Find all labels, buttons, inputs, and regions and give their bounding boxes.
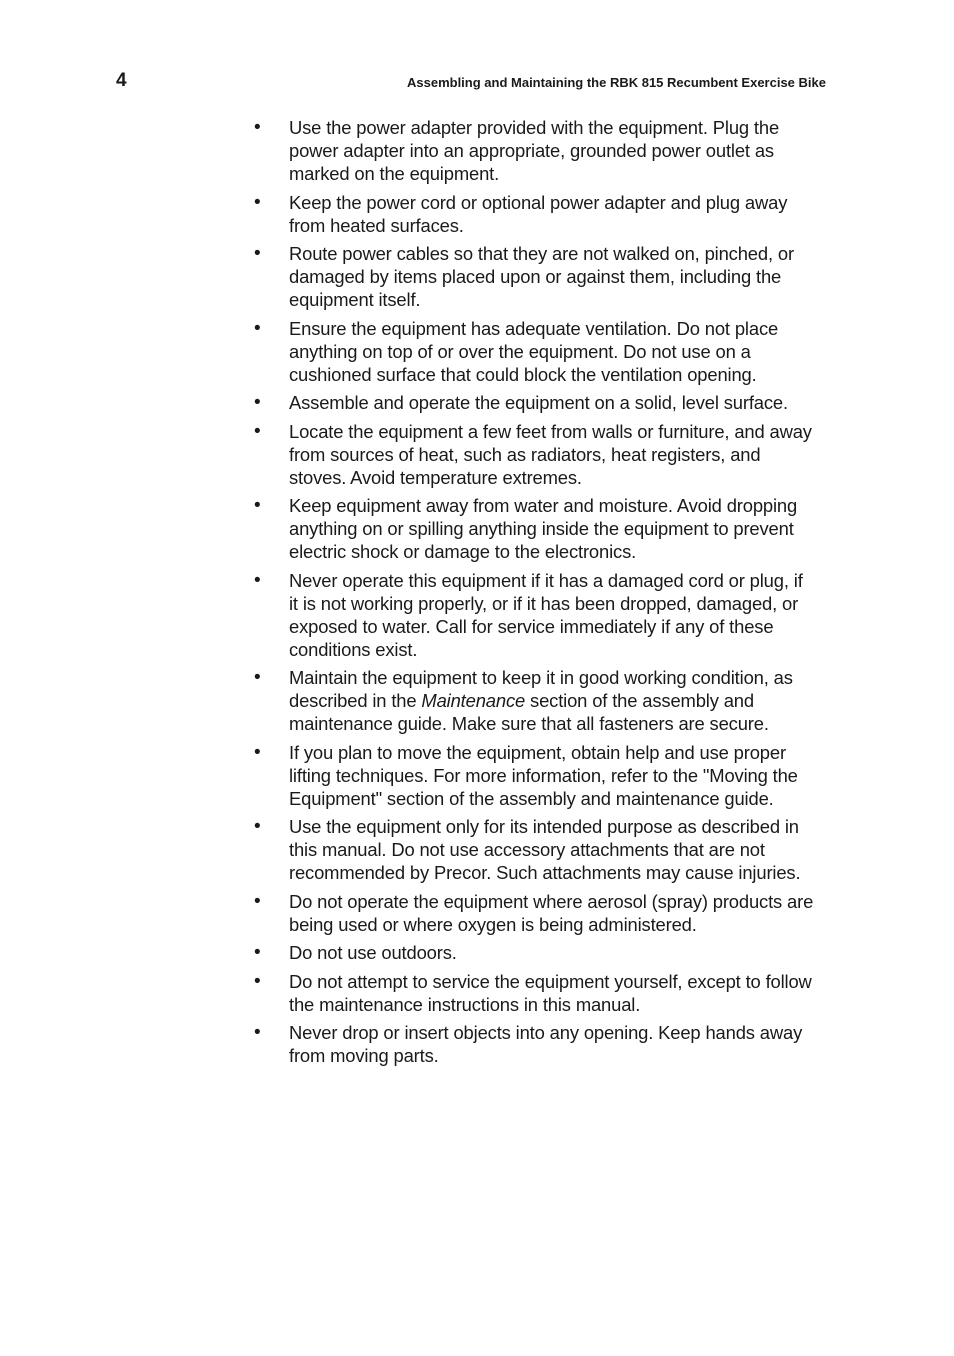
- list-item-text: Use the equipment only for its intended purpose as described in this manual. Do not use accessory attachments that are not recommended by Precor. Such attachments may cause injuries.: [289, 816, 801, 883]
- bullet-icon: •: [254, 243, 261, 264]
- list-item-text: Do not attempt to service the equipment yourself, except to follow the maintenance instructions in this manual.: [289, 970, 812, 1015]
- list-item: [254, 970, 814, 1016]
- list-item-text: If you plan to move the equipment, obtain help and use proper lifting techniques. For more information, refer to the "Moving the Equipment" section of the assembly and maintenance guide.: [289, 741, 798, 809]
- bullet-icon: •: [254, 816, 261, 837]
- bullet-icon: •: [254, 117, 261, 138]
- bullet-icon: •: [254, 420, 261, 442]
- list-item: [254, 116, 814, 185]
- running-header: Assembling and Maintaining the RBK 815 Recumbent Exercise Bike: [406, 75, 826, 90]
- list-item-text: Never drop or insert objects into any opening. Keep hands away from moving parts.: [289, 1022, 803, 1066]
- maintenance-section-reference: Maintenance: [421, 690, 526, 711]
- list-item: [254, 420, 814, 489]
- bullet-icon: •: [254, 495, 261, 516]
- list-item: [254, 391, 814, 414]
- list-item: [254, 815, 814, 884]
- list-item-text: Assemble and operate the equipment on a solid, level surface.: [289, 392, 788, 413]
- list-item-text: Ensure the equipment has adequate ventilation. Do not place anything on top of or over the equipment. Do not use on a cushioned surface that could block the ventilation opening.: [289, 317, 779, 385]
- list-item-text: Never operate this equipment if it has a damaged cord or plug, if it is not working properly, or if it has been dropped, damaged, or exposed to water. Call for service immediately if any of these conditions exist.: [289, 569, 803, 660]
- bullet-icon: •: [254, 392, 261, 413]
- bullet-icon: •: [254, 970, 261, 992]
- safety-instructions-list: [254, 116, 814, 1073]
- list-item-text: Use the power adapter provided with the equipment. Plug the power adapter into an appropriate, grounded power outlet as marked on the equipment.: [289, 117, 780, 184]
- list-item-text: Locate the equipment a few feet from walls or furniture, and away from sources of heat, such as radiators, heat registers, and stoves. Avoid temperature extremes.: [289, 420, 812, 488]
- bullet-icon: •: [254, 191, 261, 213]
- list-item: [254, 941, 814, 964]
- list-item-text: Route power cables so that they are not walked on, pinched, or damaged by items placed upon or against them, including the equipment itself.: [289, 243, 794, 310]
- list-item: [254, 890, 814, 936]
- list-item: [254, 666, 814, 735]
- list-item: [254, 494, 814, 563]
- bullet-icon: •: [254, 317, 261, 339]
- bullet-icon: •: [254, 741, 261, 763]
- list-item: [254, 242, 814, 311]
- bullet-icon: •: [254, 1022, 261, 1043]
- list-item-text: Do not use outdoors.: [289, 942, 457, 963]
- bullet-icon: •: [254, 569, 261, 591]
- list-item: [254, 1021, 814, 1067]
- list-item: [254, 741, 814, 810]
- list-item-text: Keep equipment away from water and moisture. Avoid dropping anything on or spilling anything inside the equipment to prevent electric shock or damage to the electronics.: [289, 495, 798, 562]
- list-item: [254, 191, 814, 237]
- bullet-icon: •: [254, 890, 261, 912]
- list-item-text-before: Maintain the equipment to keep it in good working condition, as described in the: [289, 667, 793, 711]
- list-item: [254, 317, 814, 386]
- bullet-icon: •: [254, 667, 261, 688]
- list-item-text: [289, 666, 814, 735]
- bullet-icon: •: [254, 942, 261, 963]
- list-item-text: Keep the power cord or optional power adapter and plug away from heated surfaces.: [289, 191, 788, 236]
- list-item-text-after: section of the assembly and maintenance guide. Make sure that all fasteners are secure.: [289, 690, 769, 734]
- list-item: [254, 569, 814, 661]
- page-number: 4: [116, 70, 127, 91]
- list-item-text: Do not operate the equipment where aerosol (spray) products are being used or where oxygen is being administered.: [289, 890, 814, 935]
